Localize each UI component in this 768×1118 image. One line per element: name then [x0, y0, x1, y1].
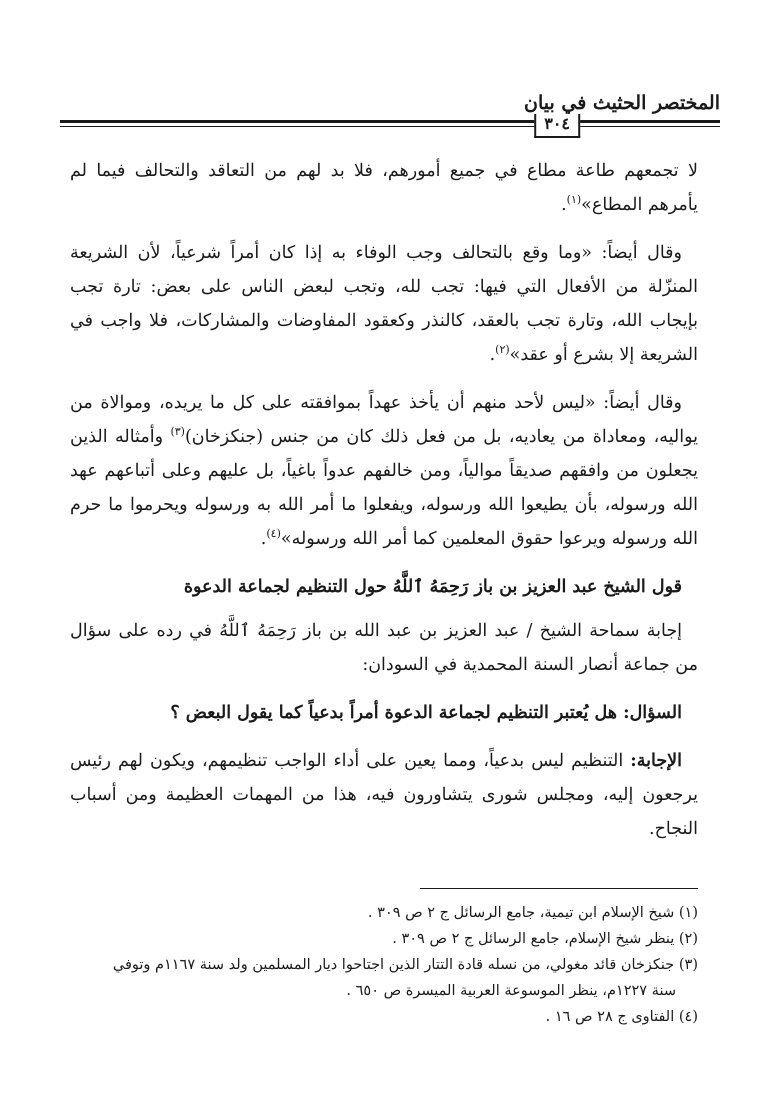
footnote-separator	[420, 888, 698, 889]
page-number: ٣٠٤	[534, 114, 580, 138]
footnote-3: (٣) جنكزخان قائد مغولي، من نسله قادة التتار الذين اجتاحوا ديار المسلمين ولد سنة ١١٦٧م وتوفي	[112, 957, 698, 973]
footnote-1: (١) شيخ الإسلام ابن تيمية، جامع الرسائل ج ٢ ص ٣٠٩ .	[367, 905, 698, 921]
body-text	[70, 154, 698, 860]
paragraph-4: إجابة سماحة الشيخ / عبد العزيز بن عبد الله بن باز رَحِمَهُ ٱللَّهُ في رده على سؤال من جماعة أنصار السنة المحمدية في السودان:	[70, 621, 698, 675]
paragraph-2: وقال أيضاً: «وما وقع بالتحالف وجب الوفاء به إذا كان أمراً شرعياً، لأن الشريعة المنزّلة من الأفعال التي فيها: تجب لله، وتجب لبعض الناس على بعض: تارة تجب بإيجاب الله، وتارة تجب بالعقد، كالنذر وكعقود المفاوضات والمشاركات، فلا واجب في الشريعة إلا بشرع أو عقد»$^{(٢)}$.	[70, 243, 698, 365]
answer-paragraph	[70, 744, 698, 846]
footnote-2: (٢) ينظر شيخ الإسلام، جامع الرسائل ج ٢ ص ٣٠٩ .	[392, 931, 698, 947]
running-header	[60, 92, 720, 132]
question-label: السؤال:	[623, 703, 682, 723]
footnote-4: (٤) الفتاوى ج ٢٨ ص ١٦ .	[545, 1009, 698, 1025]
header-rule-thin	[60, 126, 720, 127]
footnote-ref-1: (١)	[566, 193, 582, 207]
section-heading: قول الشيخ عبد العزيز بن باز رَحِمَهُ ٱللَّهُ حول التنظيم لجماعة الدعوة	[183, 577, 682, 597]
footnotes	[70, 900, 698, 1030]
header-rule-thick	[60, 120, 720, 123]
paragraph-3: وقال أيضاً: «ليس لأحد منهم أن يأخذ عهداً بموافقته على كل ما يريده، وموالاة من يواليه، ومعاداة من يعاديه، بل من فعل ذلك كان من جنس (جنكزخان)$^{(٣)}$ وأمثاله الذين يجعلون من وافقهم صديقاً موالياً، ومن خالفهم عدواً باغياً، بل عليهم وعلى أتباعهم عهد الله ورسوله، بأن يطيعوا الله ورسوله، ويفعلوا ما أمر الله به ورسوله ويحرموا ما حرم الله ورسوله ويرعوا حقوق المعلمين كما أمر الله ورسوله»$^{(٤)}$.	[70, 393, 698, 549]
question-text: هل يُعتبر التنظيم لجماعة الدعوة أمراً بدعياً كما يقول البعض ؟	[170, 703, 624, 723]
running-header-title: المختصر الحثيث في بيان	[524, 92, 720, 114]
answer-text: التنظيم ليس بدعياً، ومما يعين على أداء الواجب تنظيمهم، ويكون لهم رئيس يرجعون إليه، ومجلس شورى يتشاورون فيه، هذا من المهمات العظيمة ومن أسباب النجاح.	[70, 751, 698, 839]
footnote-ref-3: (٣)	[170, 425, 185, 439]
answer-label: الإجابة:	[630, 751, 682, 771]
footnote-3-continued: سنة ١٢٢٧م، ينظر الموسوعة العربية الميسرة ص ٦٥٠ .	[346, 983, 676, 999]
question-paragraph	[70, 696, 698, 730]
paragraph-1: لا تجمعهم طاعة مطاع في جميع أمورهم، فلا بد لهم من التعاقد والتحالف فيما لم يأمرهم المطاع»$^{(١)}$.	[70, 161, 698, 215]
footnote-ref-2: (٢)	[495, 343, 510, 357]
footnote-ref-4: (٤)	[266, 527, 281, 541]
